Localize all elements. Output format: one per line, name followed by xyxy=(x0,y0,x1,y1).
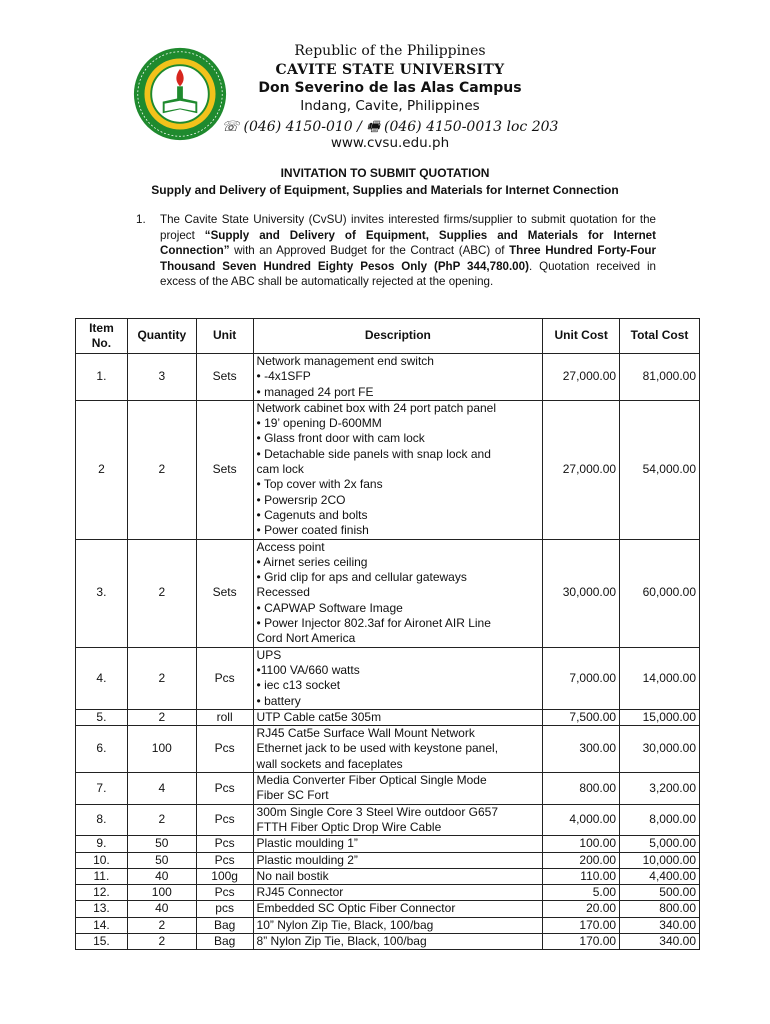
header-quantity: Quantity xyxy=(127,319,196,354)
description-line: •1100 VA/660 watts xyxy=(256,662,360,677)
table-body xyxy=(76,354,700,950)
paragraph-project: “Supply and Delivery of Equipment, Supplies and Materials for Internet Connection” xyxy=(160,228,656,258)
item-no-cell: 10. xyxy=(76,852,128,868)
description-cell xyxy=(253,400,543,539)
document-title: INVITATION TO SUBMIT QUOTATION xyxy=(280,166,490,180)
table-row xyxy=(76,726,700,773)
unit-cell: Bag xyxy=(196,933,253,949)
quantity-cell: 2 xyxy=(127,933,196,949)
table-row xyxy=(76,852,700,868)
table-row xyxy=(76,917,700,933)
description-line: • Glass front door with cam lock xyxy=(256,431,425,446)
unit-cell: Pcs xyxy=(196,885,253,901)
description-line: Plastic moulding 2” xyxy=(256,852,358,867)
item-no-cell: 3. xyxy=(76,539,128,647)
description-line: RJ45 Connector xyxy=(256,885,344,900)
paragraph-number: 1. xyxy=(136,213,146,226)
description-line: Plastic moulding 1” xyxy=(256,836,358,851)
header-republic: Republic of the Philippines xyxy=(294,43,486,59)
table-header-row xyxy=(76,319,700,354)
quantity-cell: 50 xyxy=(127,836,196,852)
item-no-cell: 2 xyxy=(76,400,128,539)
item-no-cell: 14. xyxy=(76,917,128,933)
unit-cost-cell: 100.00 xyxy=(543,836,620,852)
total-cost-cell: 10,000.00 xyxy=(620,852,700,868)
unit-cell: 100g xyxy=(196,868,253,884)
unit-cost-cell: 7,000.00 xyxy=(543,647,620,709)
invitation-paragraph xyxy=(136,212,656,290)
table-row xyxy=(76,400,700,539)
unit-cost-cell: 300.00 xyxy=(543,726,620,773)
description-line: 10” Nylon Zip Tie, Black, 100/bag xyxy=(256,917,434,932)
description-line: • iec c13 socket xyxy=(256,678,341,693)
description-cell xyxy=(253,354,543,401)
paragraph-text-1: The Cavite State University (CvSU) invites interested firms/supplier to submit quotation for the project xyxy=(160,213,656,242)
description-line: • Powersrip 2CO xyxy=(256,492,346,507)
table-row xyxy=(76,804,700,836)
paragraph-text-2: with an Approved Budget for the Contract (ABC) of xyxy=(229,244,510,258)
description-cell xyxy=(253,933,543,949)
quantity-cell: 2 xyxy=(127,917,196,933)
description-line: UPS xyxy=(256,647,282,662)
table-row xyxy=(76,773,700,805)
unit-cost-cell: 110.00 xyxy=(543,868,620,884)
description-line: • Grid clip for aps and cellular gateways xyxy=(256,570,467,585)
item-no-cell: 12. xyxy=(76,885,128,901)
paragraph-text xyxy=(160,212,656,290)
description-line: Access point xyxy=(256,539,325,554)
description-line: Recessed xyxy=(256,585,310,600)
description-cell xyxy=(253,852,543,868)
table-row xyxy=(76,933,700,949)
total-cost-cell: 3,200.00 xyxy=(620,773,700,805)
header-total-cost: Total Cost xyxy=(620,319,700,354)
unit-cost-cell: 5.00 xyxy=(543,885,620,901)
description-line: Network cabinet box with 24 port patch panel xyxy=(256,400,497,415)
quantity-cell: 2 xyxy=(127,539,196,647)
unit-cell: roll xyxy=(196,709,253,725)
total-cost-cell: 14,000.00 xyxy=(620,647,700,709)
quantity-cell: 4 xyxy=(127,773,196,805)
description-line: Network management end switch xyxy=(256,354,434,368)
description-line: • battery xyxy=(256,693,301,708)
description-cell xyxy=(253,885,543,901)
paragraph-text-3: . Quotation received in excess of the ABC shall be automatically rejected at the opening. xyxy=(160,259,656,289)
table-row xyxy=(76,885,700,901)
description-cell xyxy=(253,726,543,773)
description-line: wall sockets and faceplates xyxy=(256,756,403,771)
total-cost-cell: 54,000.00 xyxy=(620,400,700,539)
description-line: Ethernet jack to be used with keystone panel, xyxy=(256,741,499,756)
unit-cost-cell: 170.00 xyxy=(543,933,620,949)
description-line: • CAPWAP Software Image xyxy=(256,600,403,615)
description-cell xyxy=(253,773,543,805)
description-line: • Airnet series ceiling xyxy=(256,554,368,569)
item-no-cell: 1. xyxy=(76,354,128,401)
quantity-cell: 2 xyxy=(127,804,196,836)
document-subtitle: Supply and Delivery of Equipment, Supplies and Materials for Internet Connection xyxy=(151,183,619,197)
unit-cell: Pcs xyxy=(196,852,253,868)
description-cell xyxy=(253,901,543,917)
total-cost-cell: 800.00 xyxy=(620,901,700,917)
header-website[interactable]: www.cvsu.edu.ph xyxy=(330,135,450,151)
header-unit: Unit xyxy=(196,319,253,354)
item-no-cell: 8. xyxy=(76,804,128,836)
description-cell xyxy=(253,647,543,709)
header-university: CAVITE STATE UNIVERSITY xyxy=(275,62,505,78)
unit-cell: Sets xyxy=(196,539,253,647)
item-no-cell: 4. xyxy=(76,647,128,709)
description-line: • Power Injector 802.3af for Aironet AIR Line xyxy=(256,616,491,631)
table-row xyxy=(76,836,700,852)
description-line: • Top cover with 2x fans xyxy=(256,477,383,492)
unit-cost-cell: 4,000.00 xyxy=(543,804,620,836)
description-line: cam lock xyxy=(256,462,304,477)
header-unit-cost: Unit Cost xyxy=(543,319,620,354)
description-line: 300m Single Core 3 Steel Wire outdoor G657 xyxy=(256,804,499,819)
table-row xyxy=(76,709,700,725)
total-cost-cell: 60,000.00 xyxy=(620,539,700,647)
total-cost-cell: 4,400.00 xyxy=(620,868,700,884)
unit-cost-cell: 7,500.00 xyxy=(543,709,620,725)
description-line: Cord Nort America xyxy=(256,631,356,646)
description-line: RJ45 Cat5e Surface Wall Mount Network xyxy=(256,726,475,741)
description-line: No nail bostik xyxy=(256,868,329,883)
unit-cell: Sets xyxy=(196,400,253,539)
table-row xyxy=(76,539,700,647)
description-line: • Detachable side panels with snap lock and xyxy=(256,446,491,461)
header-description: Description xyxy=(253,319,543,354)
description-line: UTP Cable cat5e 305m xyxy=(256,709,382,724)
item-no-cell: 6. xyxy=(76,726,128,773)
unit-cost-cell: 800.00 xyxy=(543,773,620,805)
description-cell xyxy=(253,836,543,852)
unit-cell: Pcs xyxy=(196,773,253,805)
description-line: Fiber SC Fort xyxy=(256,788,329,803)
quantity-cell: 50 xyxy=(127,852,196,868)
description-line: Media Converter Fiber Optical Single Mode xyxy=(256,773,487,788)
item-no-cell: 13. xyxy=(76,901,128,917)
quantity-cell: 40 xyxy=(127,901,196,917)
unit-cost-cell: 30,000.00 xyxy=(543,539,620,647)
description-line: • Power coated finish xyxy=(256,523,369,538)
total-cost-cell: 500.00 xyxy=(620,885,700,901)
header-address: Indang, Cavite, Philippines xyxy=(300,98,480,114)
unit-cost-cell: 200.00 xyxy=(543,852,620,868)
item-no-cell: 7. xyxy=(76,773,128,805)
description-line: • 19’ opening D-600MM xyxy=(256,416,382,431)
description-cell xyxy=(253,868,543,884)
unit-cost-cell: 27,000.00 xyxy=(543,354,620,401)
paragraph-amount: Three Hundred Forty-Four Thousand Seven Hundred Eighty Pesos Only (PhP 344,780.00) xyxy=(160,244,657,273)
unit-cost-cell: 170.00 xyxy=(543,917,620,933)
total-cost-cell: 8,000.00 xyxy=(620,804,700,836)
unit-cell: Bag xyxy=(196,917,253,933)
unit-cost-cell: 20.00 xyxy=(543,901,620,917)
table-row xyxy=(76,901,700,917)
header-item-no: Item No. xyxy=(76,319,128,354)
item-no-cell: 11. xyxy=(76,868,128,884)
description-cell xyxy=(253,804,543,836)
quotation-table xyxy=(75,318,700,950)
description-line: Embedded SC Optic Fiber Connector xyxy=(256,901,456,916)
table-row xyxy=(76,647,700,709)
total-cost-cell: 340.00 xyxy=(620,917,700,933)
total-cost-cell: 30,000.00 xyxy=(620,726,700,773)
total-cost-cell: 81,000.00 xyxy=(620,354,700,401)
quantity-cell: 100 xyxy=(127,885,196,901)
unit-cost-cell: 27,000.00 xyxy=(543,400,620,539)
description-line: 8” Nylon Zip Tie, Black, 100/bag xyxy=(256,933,427,948)
description-cell xyxy=(253,709,543,725)
header-phone: ☏ (046) 4150-010 / 🖷 (046) 4150-0013 loc 203 xyxy=(221,119,559,135)
item-no-cell: 15. xyxy=(76,933,128,949)
quantity-cell: 40 xyxy=(127,868,196,884)
description-line: • Cagenuts and bolts xyxy=(256,507,368,522)
item-no-cell: 9. xyxy=(76,836,128,852)
total-cost-cell: 5,000.00 xyxy=(620,836,700,852)
description-cell xyxy=(253,917,543,933)
unit-cell: Pcs xyxy=(196,647,253,709)
quantity-cell: 2 xyxy=(127,709,196,725)
unit-cell: Sets xyxy=(196,354,253,401)
quantity-cell: 3 xyxy=(127,354,196,401)
description-line: • managed 24 port FE xyxy=(256,384,374,399)
unit-cell: Pcs xyxy=(196,836,253,852)
item-no-cell: 5. xyxy=(76,709,128,725)
total-cost-cell: 340.00 xyxy=(620,933,700,949)
quantity-cell: 2 xyxy=(127,647,196,709)
table-row xyxy=(76,354,700,401)
table-row xyxy=(76,868,700,884)
description-cell xyxy=(253,539,543,647)
unit-cell: Pcs xyxy=(196,726,253,773)
total-cost-cell: 15,000.00 xyxy=(620,709,700,725)
quantity-cell: 2 xyxy=(127,400,196,539)
unit-cell: pcs xyxy=(196,901,253,917)
header-campus: Don Severino de las Alas Campus xyxy=(258,80,522,96)
description-line: FTTH Fiber Optic Drop Wire Cable xyxy=(256,819,442,834)
description-line: • -4x1SFP xyxy=(256,369,311,384)
quantity-cell: 100 xyxy=(127,726,196,773)
unit-cell: Pcs xyxy=(196,804,253,836)
